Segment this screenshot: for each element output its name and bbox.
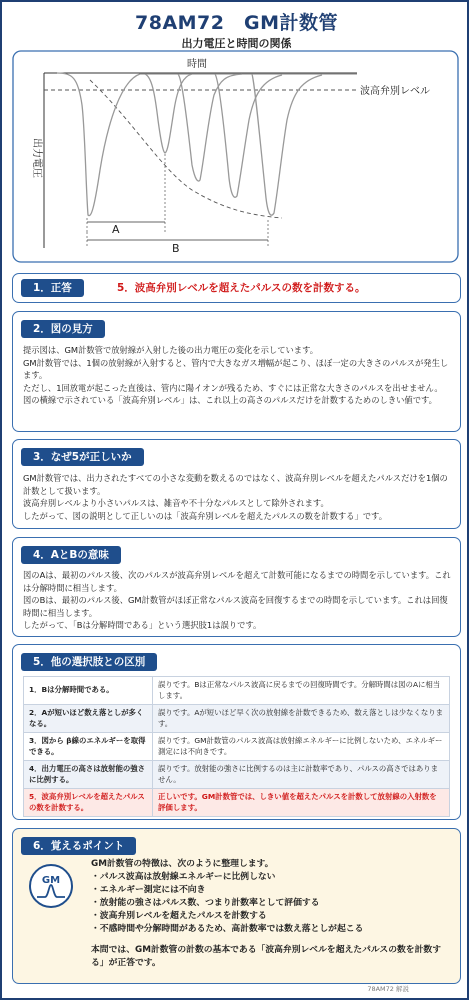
key-points-conclusion: 本問では、GM計数管の計数の基本である「波高弁別レベルを超えたパルスの数を計数する」が正答です。: [91, 945, 441, 968]
section-figure-reading: [12, 311, 461, 432]
table-row: [24, 733, 450, 761]
section-answer-tag: 1．正答: [21, 279, 84, 297]
section-why-correct-body: [23, 472, 452, 522]
list-item: ・パルス波高は放射線エネルギーに比例しない: [91, 872, 276, 882]
footer-label: 78AM72 解説: [367, 985, 409, 993]
options-table: [23, 676, 450, 817]
gm-counter-icon: [28, 863, 74, 909]
text-line: 波高弁別レベルより小さいパルスは、雑音や不十分なパルスとして除外されます。: [23, 498, 329, 508]
section-a-and-b-body: [23, 569, 452, 632]
list-item: ・波高弁別レベルを超えたパルスを計数する: [91, 911, 267, 921]
option-cell: 3．図から β線のエネルギーを取得できる。: [24, 733, 153, 761]
explanation-cell: 誤りです。Bは正常なパルス波高に戻るまでの回復時間です。分解時間は図のAに相当します。: [153, 677, 450, 705]
list-item: ・エネルギー測定には不向き: [91, 885, 206, 895]
list-item: ・不感時間や分解時間があるため、高計数率では数え落としが起こる: [91, 924, 364, 934]
correct-answer: 5．波高弁別レベルを超えたパルスの数を計数する。: [117, 282, 366, 294]
text-line: 図のBは、最初のパルス後、GM計数管がほぼ正常なパルス波高を回復するまでの時間を示しています。これは回復時間に相当します。: [23, 595, 448, 618]
text-line: GM計数管では、出力されたすべての小さな変動を数えるのではなく、波高弁別レベルを超えたパルスだけを1個の計数として扱います。: [23, 473, 448, 496]
section-answer: [12, 273, 461, 303]
option-cell: 4．出力電圧の高さは放射能の強さに比例する。: [24, 761, 153, 789]
text-line: ただし、1回放電が起こった直後は、管内に陽イオンが残るため、すぐには正常な大きさのパルスを出せません。: [23, 382, 443, 393]
key-points-lead: GM計数管の特徴は、次のように整理します。: [91, 859, 274, 869]
table-row: [24, 677, 450, 705]
section-figure-reading-tag: 2．図の見方: [21, 320, 105, 338]
text-line: 図のAは、最初のパルス後、次のパルスが波高弁別レベルを超えて計数可能になるまでの時間を示しています。これは分解時間に相当します。: [23, 570, 451, 593]
section-figure-reading-body: [23, 344, 452, 407]
text-line: 提示図は、GM計数管で放射線が入射した後の出力電圧の変化を示しています。: [23, 345, 319, 355]
section-why-correct-tag: 3．なぜ5が正しいか: [21, 448, 144, 466]
key-points-body: [91, 858, 450, 970]
option-cell: 1．Bは分解時間である。: [24, 677, 153, 705]
threshold-label: 波高弁別レベル: [360, 86, 430, 97]
explanation-cell: 誤りです。放射能の強さに比例するのは主に計数率であり、パルスの高さではありません。: [153, 761, 450, 789]
label-b: B: [172, 242, 180, 255]
table-row-correct: [24, 789, 450, 817]
time-axis-label: 時間: [187, 59, 207, 70]
section-key-points-tag: 6．覚えるポイント: [21, 837, 136, 855]
figure-frame: [13, 51, 458, 262]
section-key-points: [12, 828, 461, 984]
label-a: A: [112, 223, 120, 236]
section-a-and-b: [12, 537, 461, 637]
section-why-correct: [12, 439, 461, 529]
text-line: したがって、「Bは分解時間である」という選択肢1は誤りです。: [23, 620, 262, 630]
table-row: [24, 705, 450, 733]
page-title: 78AM72 GM計数管: [135, 12, 338, 34]
section-other-options: [12, 644, 461, 820]
gm-icon-text: GM: [41, 875, 61, 886]
section-other-options-tag: 5．他の選択肢との区別: [21, 653, 157, 671]
explanation-cell: 誤りです。GM計数管のパルス波高は放射線エネルギーに比例しないため、エネルギー測定には不向きです。: [153, 733, 450, 761]
section-a-and-b-tag: 4．AとBの意味: [21, 546, 121, 564]
page-subtitle: 出力電圧と時間の関係: [181, 37, 292, 50]
explanation-cell: 正しいです。GM計数管では、しきい値を超えたパルスを計数して放射線の入射数を評価します。: [153, 789, 450, 817]
text-line: したがって、図の説明として正しいのは「波高弁別レベルを超えたパルスの数を計数する」です。: [23, 510, 387, 521]
explanation-cell: 誤りです。Aが短いほど早く次の放射線を計数できるため、数え落としは少なくなります。: [153, 705, 450, 733]
voltage-axis-label: 出力電圧: [31, 138, 42, 178]
table-row: [24, 761, 450, 789]
text-line: GM計数管では、1個の放射線が入射すると、管内で大きなガス増幅が起こり、ほぼ一定の大きさのパルスが発生します。: [23, 357, 449, 380]
option-cell: 2．Aが短いほど数え落としが多くなる。: [24, 705, 153, 733]
output-voltage-figure: [12, 50, 459, 263]
list-item: ・放射能の強さはパルス数、つまり計数率として評価する: [91, 898, 320, 908]
option-cell: 5．波高弁別レベルを超えたパルスの数を計数する。: [24, 789, 153, 817]
text-line: 図の横線で示されている「波高弁別レベル」は、これ以上の高さのパルスだけを計数するためのしきい値です。: [23, 395, 437, 405]
